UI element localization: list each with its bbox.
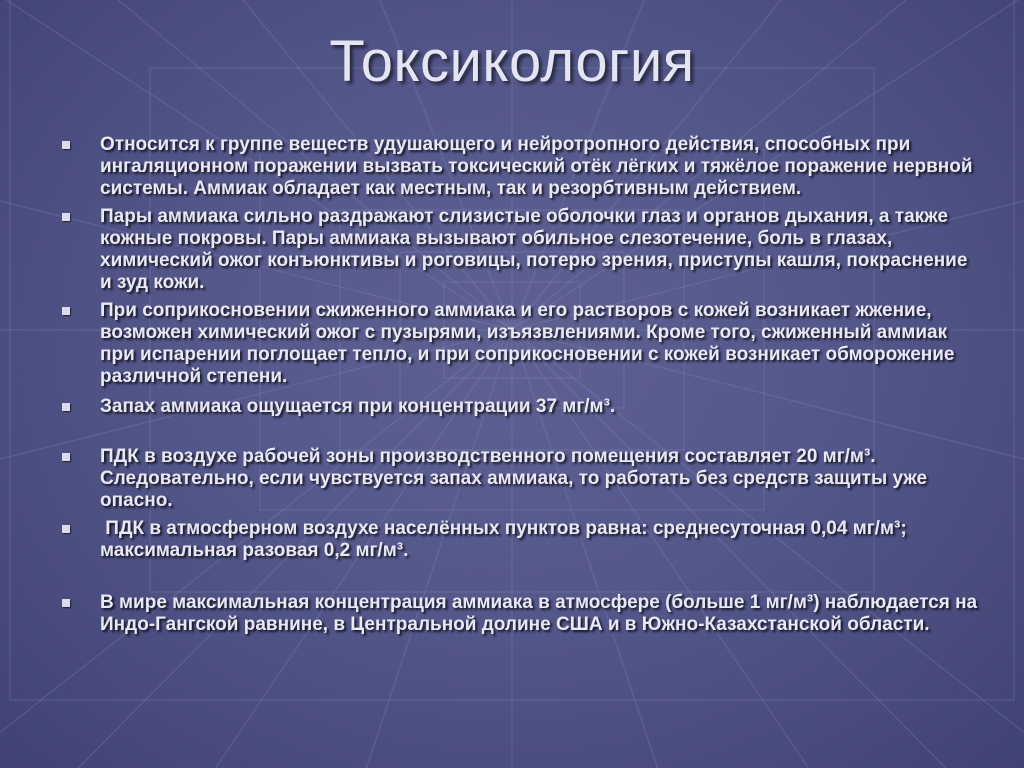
- square-bullet-icon: [62, 453, 70, 461]
- bullet-item: [58, 206, 978, 294]
- bullet-text: Запах аммиака ощущается при концентрации 37 мг/м³.: [100, 396, 616, 417]
- square-bullet-icon: [62, 307, 70, 315]
- bullet-text: ПДК в воздухе рабочей зоны производственного помещения составляет 20 мг/м³. Следовательно, если чувствуется запах аммиака, то работать без средств защиты уже опасно.: [100, 446, 928, 511]
- bullet-item: [58, 300, 978, 388]
- square-bullet-icon: [62, 599, 70, 607]
- bullet-item: [58, 518, 978, 562]
- bullet-item: [58, 592, 978, 636]
- square-bullet-icon: [62, 213, 70, 221]
- bullet-list: [58, 134, 978, 636]
- slide-title: Токсикология: [329, 29, 695, 94]
- square-bullet-icon: [62, 525, 70, 533]
- bullet-text: При соприкосновении сжиженного аммиака и его растворов с кожей возникает жжение, возможен химический ожог с пузырями, изъязвлениями. Кроме того, сжиженный аммиак при испарении поглощает тепло, и при соприкосновении с кожей возникает обморожение различной степени.: [100, 300, 955, 387]
- bullet-item: [58, 134, 978, 200]
- bullet-text: В мире максимальная концентрация аммиака в атмосфере (больше 1 мг/м³) наблюдается на Индо-Гангской равнине, в Центральной долине США и в Южно-Казахстанской области.: [100, 592, 978, 635]
- square-bullet-icon: [62, 141, 70, 149]
- bullet-text: Относится к группе веществ удушающего и нейротропного действия, способных при ингаляционном поражении вызвать токсический отёк лёгких и тяжёлое поражение нервной системы. Аммиак обладает как местным, так и резорбтивным действием.: [100, 134, 973, 199]
- bullet-item: [58, 396, 978, 418]
- bullet-text: Пары аммиака сильно раздражают слизистые оболочки глаз и органов дыхания, а также кожные покровы. Пары аммиака вызывают обильное слезотечение, боль в глазах, химический ожог конъюнктивы и роговицы, потерю зрения, приступы кашля, покраснение и зуд кожи.: [100, 206, 968, 293]
- square-bullet-icon: [62, 403, 70, 411]
- bullet-item: [58, 446, 978, 512]
- bullet-text: ПДК в атмосферном воздухе населённых пунктов равна: среднесуточная 0,04 мг/м³; максимальная разовая 0,2 мг/м³.: [100, 518, 912, 561]
